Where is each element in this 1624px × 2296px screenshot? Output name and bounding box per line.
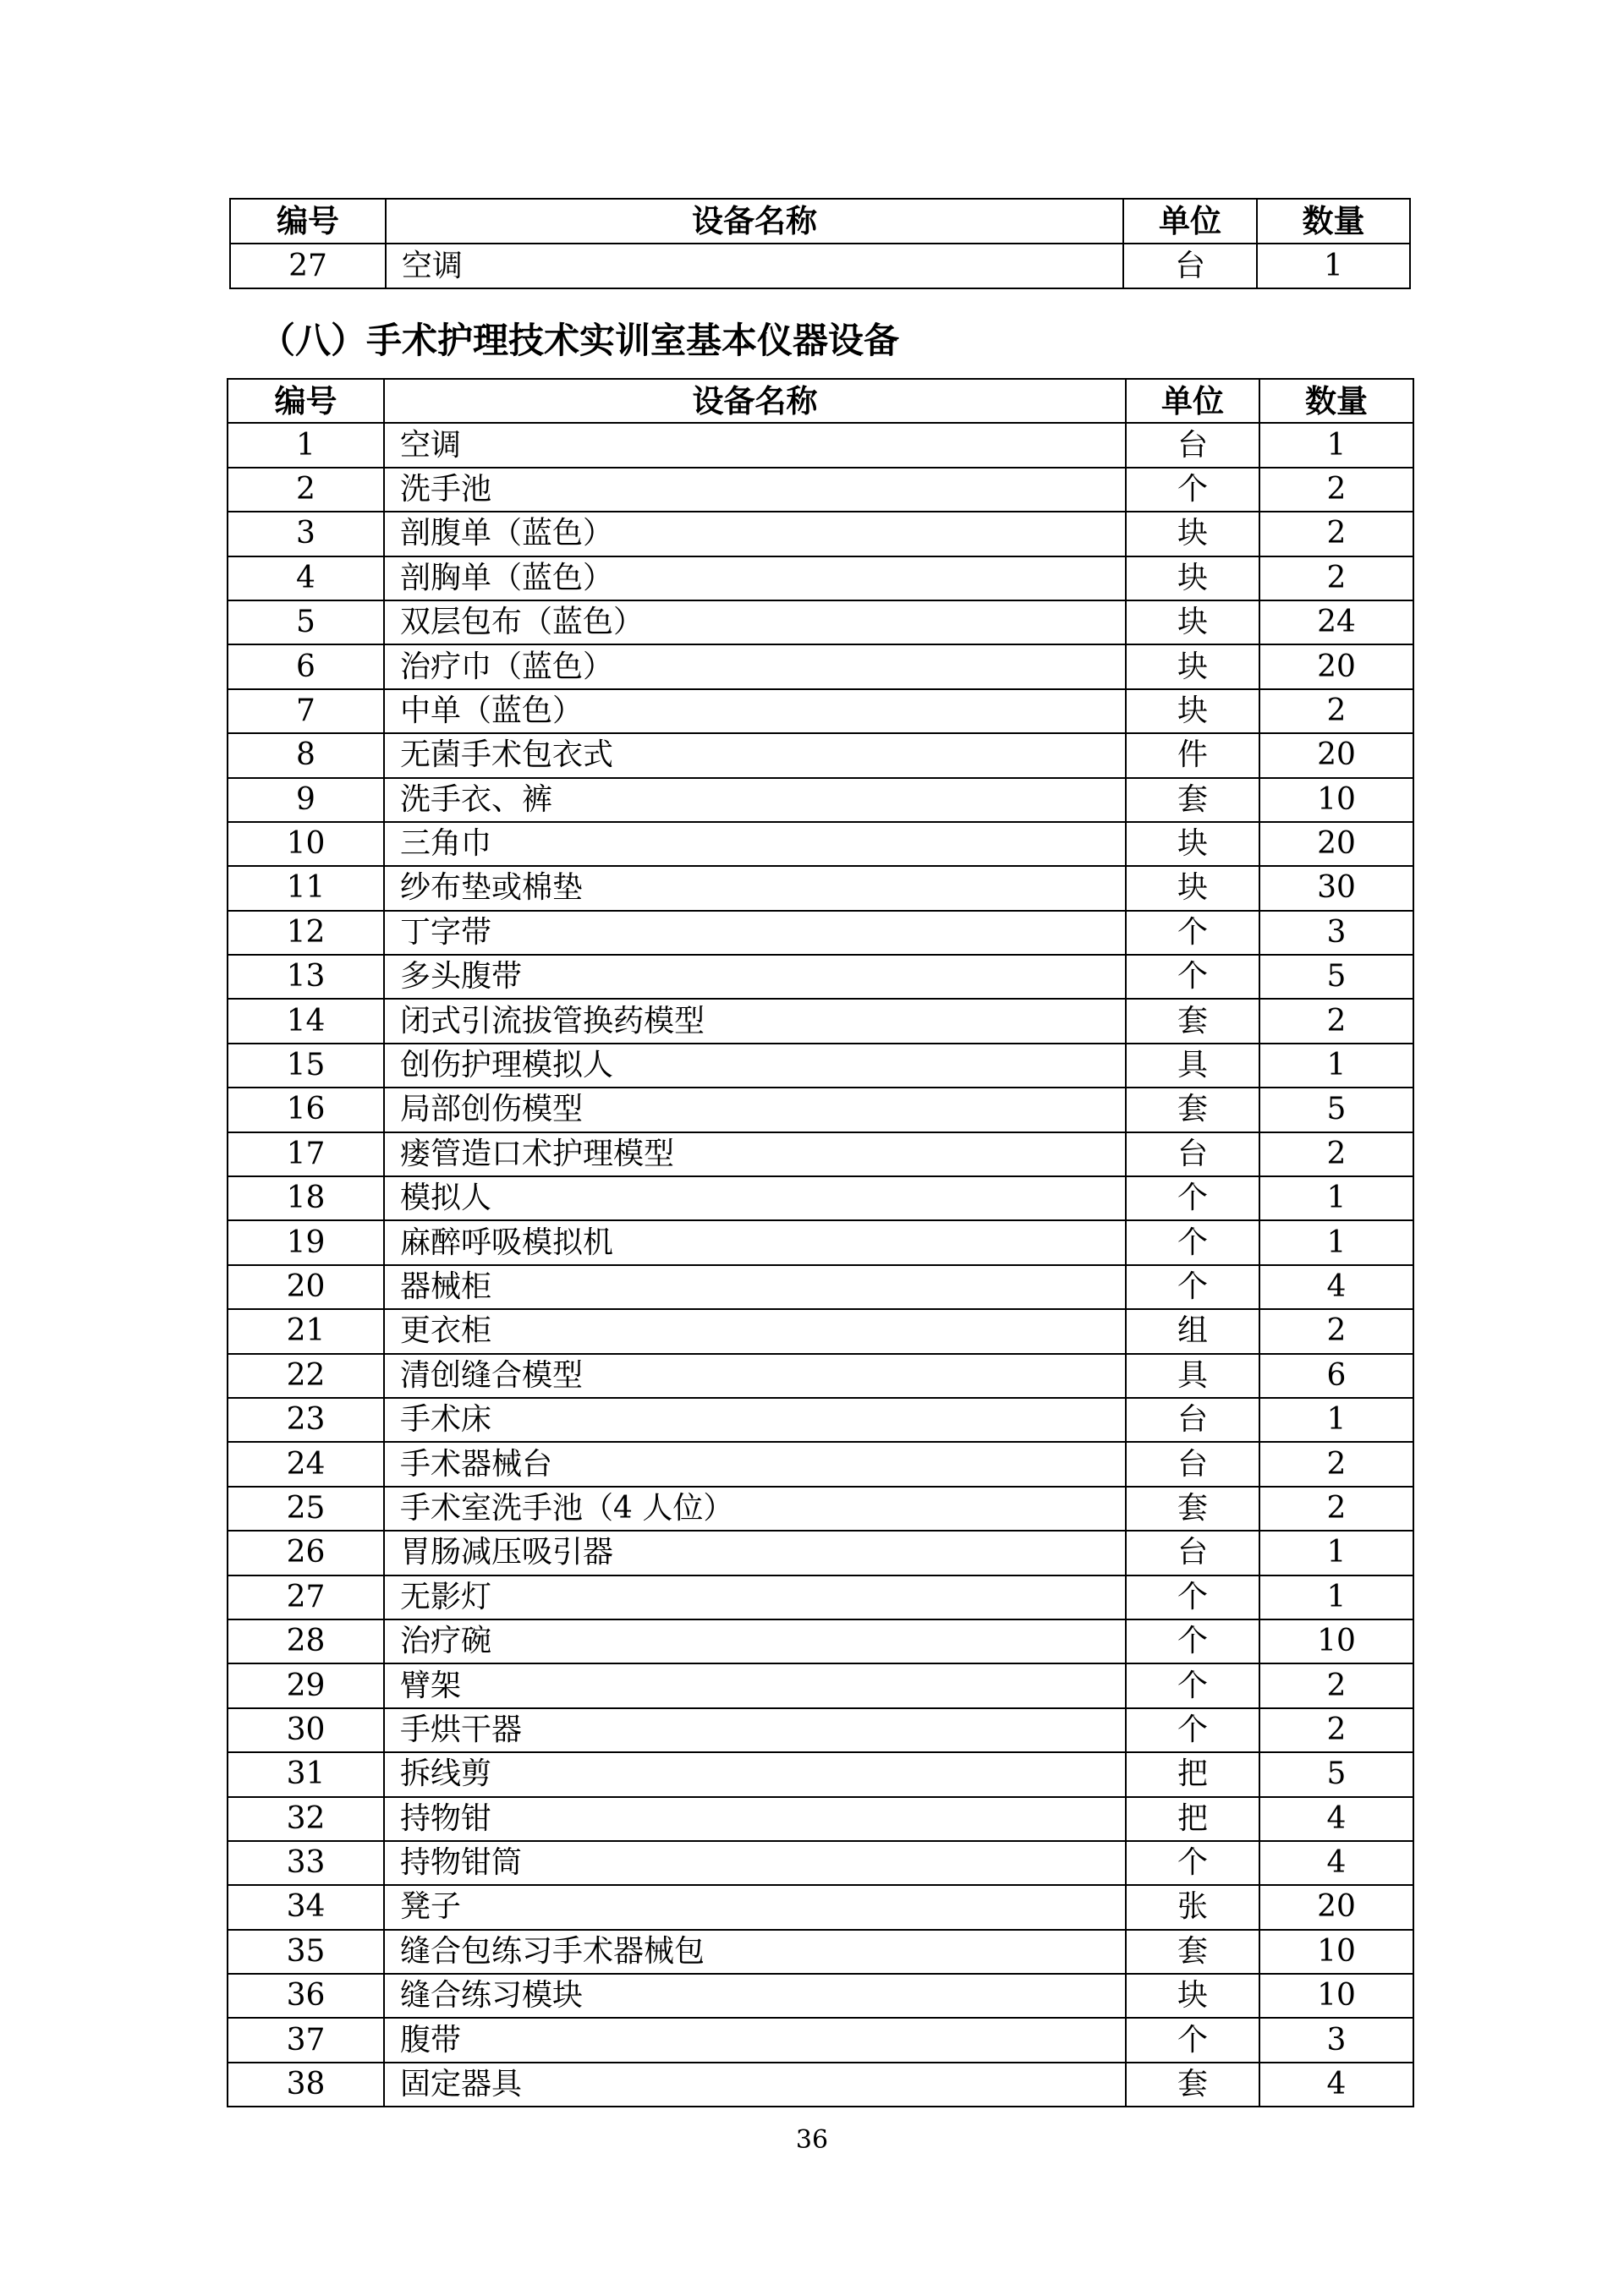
cell-no: 16 bbox=[228, 1088, 384, 1132]
cell-no: 13 bbox=[228, 955, 384, 999]
table-row bbox=[230, 244, 1410, 288]
page-number: 36 bbox=[795, 2125, 829, 2155]
table-row bbox=[228, 1930, 1413, 1974]
cell-no: 7 bbox=[228, 689, 384, 733]
header-no: 编号 bbox=[228, 379, 384, 423]
cell-name: 治疗碗 bbox=[384, 1619, 1126, 1663]
cell-name: 模拟人 bbox=[384, 1176, 1126, 1220]
cell-qty: 2 bbox=[1259, 1487, 1413, 1531]
table-row bbox=[228, 999, 1413, 1043]
table-row bbox=[228, 1797, 1413, 1841]
cell-name: 臂架 bbox=[384, 1663, 1126, 1707]
cell-qty: 24 bbox=[1259, 600, 1413, 644]
cell-unit: 个 bbox=[1126, 1220, 1259, 1264]
cell-no: 37 bbox=[228, 2018, 384, 2062]
cell-no: 29 bbox=[228, 1663, 384, 1707]
cell-qty: 2 bbox=[1259, 1663, 1413, 1707]
cell-unit: 个 bbox=[1126, 955, 1259, 999]
cell-unit: 个 bbox=[1126, 1176, 1259, 1220]
cell-no: 4 bbox=[228, 556, 384, 600]
cell-name: 器械柜 bbox=[384, 1265, 1126, 1309]
cell-no: 14 bbox=[228, 999, 384, 1043]
cell-no: 22 bbox=[228, 1354, 384, 1398]
cell-no: 5 bbox=[228, 600, 384, 644]
header-name: 设备名称 bbox=[384, 379, 1126, 423]
table-row bbox=[228, 512, 1413, 556]
cell-name: 局部创伤模型 bbox=[384, 1088, 1126, 1132]
table-row bbox=[228, 1132, 1413, 1176]
cell-qty: 20 bbox=[1259, 822, 1413, 866]
cell-name: 持物钳 bbox=[384, 1797, 1126, 1841]
table-row bbox=[228, 644, 1413, 688]
cell-name: 创伤护理模拟人 bbox=[384, 1044, 1126, 1088]
cell-unit: 台 bbox=[1126, 423, 1259, 467]
cell-no: 10 bbox=[228, 822, 384, 866]
cell-name: 手术器械台 bbox=[384, 1442, 1126, 1486]
cell-qty: 5 bbox=[1259, 1752, 1413, 1796]
cell-name: 空调 bbox=[384, 423, 1126, 467]
cell-unit: 个 bbox=[1126, 911, 1259, 955]
table-row bbox=[228, 1088, 1413, 1132]
table-row bbox=[228, 1354, 1413, 1398]
table-header-row bbox=[228, 379, 1413, 423]
cell-unit: 套 bbox=[1126, 1487, 1259, 1531]
cell-unit: 个 bbox=[1126, 1265, 1259, 1309]
table-row bbox=[228, 866, 1413, 910]
table-row bbox=[228, 689, 1413, 733]
cell-name: 双层包布（蓝色） bbox=[384, 600, 1126, 644]
cell-unit: 套 bbox=[1126, 1088, 1259, 1132]
cell-no: 24 bbox=[228, 1442, 384, 1486]
table-row bbox=[228, 1487, 1413, 1531]
table-row bbox=[228, 1176, 1413, 1220]
cell-qty: 10 bbox=[1259, 1619, 1413, 1663]
cell-name: 凳子 bbox=[384, 1885, 1126, 1929]
cell-qty: 3 bbox=[1259, 2018, 1413, 2062]
cell-qty: 6 bbox=[1259, 1354, 1413, 1398]
cell-name: 胃肠减压吸引器 bbox=[384, 1531, 1126, 1575]
table-row bbox=[228, 468, 1413, 512]
cell-unit: 组 bbox=[1126, 1309, 1259, 1353]
cell-qty: 2 bbox=[1259, 999, 1413, 1043]
cell-unit: 把 bbox=[1126, 1752, 1259, 1796]
cell-unit: 台 bbox=[1126, 1442, 1259, 1486]
cell-qty: 5 bbox=[1259, 955, 1413, 999]
cell-no: 1 bbox=[228, 423, 384, 467]
table-row bbox=[228, 1708, 1413, 1752]
cell-qty: 2 bbox=[1259, 1132, 1413, 1176]
cell-name: 持物钳筒 bbox=[384, 1841, 1126, 1885]
cell-name: 纱布垫或棉垫 bbox=[384, 866, 1126, 910]
cell-name: 无影灯 bbox=[384, 1575, 1126, 1619]
cell-unit: 个 bbox=[1126, 2018, 1259, 2062]
cell-qty: 2 bbox=[1259, 556, 1413, 600]
cell-unit: 块 bbox=[1126, 556, 1259, 600]
cell-qty: 2 bbox=[1259, 468, 1413, 512]
cell-no: 12 bbox=[228, 911, 384, 955]
cell-qty: 1 bbox=[1259, 1398, 1413, 1442]
equipment-table-continued bbox=[229, 198, 1411, 289]
table-row bbox=[228, 423, 1413, 467]
cell-no: 25 bbox=[228, 1487, 384, 1531]
table-row bbox=[228, 911, 1413, 955]
cell-no: 32 bbox=[228, 1797, 384, 1841]
cell-qty: 2 bbox=[1259, 1309, 1413, 1353]
cell-name: 洗手衣、裤 bbox=[384, 778, 1126, 822]
cell-unit: 块 bbox=[1126, 512, 1259, 556]
cell-qty: 2 bbox=[1259, 1442, 1413, 1486]
cell-unit: 块 bbox=[1126, 822, 1259, 866]
cell-name: 更衣柜 bbox=[384, 1309, 1126, 1353]
cell-unit: 台 bbox=[1123, 244, 1257, 288]
cell-no: 35 bbox=[228, 1930, 384, 1974]
cell-no: 11 bbox=[228, 866, 384, 910]
table-row bbox=[228, 1265, 1413, 1309]
cell-name: 空调 bbox=[386, 244, 1123, 288]
cell-no: 33 bbox=[228, 1841, 384, 1885]
cell-unit: 把 bbox=[1126, 1797, 1259, 1841]
cell-name: 瘘管造口术护理模型 bbox=[384, 1132, 1126, 1176]
table-row bbox=[228, 1575, 1413, 1619]
table-row bbox=[228, 733, 1413, 777]
cell-qty: 2 bbox=[1259, 512, 1413, 556]
cell-no: 8 bbox=[228, 733, 384, 777]
cell-no: 20 bbox=[228, 1265, 384, 1309]
cell-name: 手术室洗手池（4 人位） bbox=[384, 1487, 1126, 1531]
cell-unit: 个 bbox=[1126, 468, 1259, 512]
cell-no: 38 bbox=[228, 2063, 384, 2107]
table-row bbox=[228, 778, 1413, 822]
cell-name: 手烘干器 bbox=[384, 1708, 1126, 1752]
cell-qty: 10 bbox=[1259, 1974, 1413, 2018]
table-row bbox=[228, 822, 1413, 866]
table-row bbox=[228, 1974, 1413, 2018]
cell-qty: 4 bbox=[1259, 1797, 1413, 1841]
table-row bbox=[228, 1663, 1413, 1707]
cell-qty: 4 bbox=[1259, 1265, 1413, 1309]
cell-name: 洗手池 bbox=[384, 468, 1126, 512]
cell-no: 26 bbox=[228, 1531, 384, 1575]
cell-no: 23 bbox=[228, 1398, 384, 1442]
cell-qty: 2 bbox=[1259, 689, 1413, 733]
cell-qty: 20 bbox=[1259, 644, 1413, 688]
cell-unit: 件 bbox=[1126, 733, 1259, 777]
cell-name: 手术床 bbox=[384, 1398, 1126, 1442]
cell-name: 拆线剪 bbox=[384, 1752, 1126, 1796]
cell-name: 固定器具 bbox=[384, 2063, 1126, 2107]
table-row bbox=[228, 955, 1413, 999]
cell-unit: 套 bbox=[1126, 778, 1259, 822]
cell-qty: 1 bbox=[1259, 423, 1413, 467]
cell-name: 中单（蓝色） bbox=[384, 689, 1126, 733]
cell-name: 丁字带 bbox=[384, 911, 1126, 955]
table-row bbox=[228, 600, 1413, 644]
cell-no: 3 bbox=[228, 512, 384, 556]
cell-qty: 5 bbox=[1259, 1088, 1413, 1132]
cell-no: 31 bbox=[228, 1752, 384, 1796]
table-row bbox=[228, 1220, 1413, 1264]
header-qty: 数量 bbox=[1257, 199, 1410, 244]
table-row bbox=[228, 1752, 1413, 1796]
header-qty: 数量 bbox=[1259, 379, 1413, 423]
equipment-table-surgical-nursing bbox=[227, 378, 1414, 2107]
cell-name: 腹带 bbox=[384, 2018, 1126, 2062]
cell-qty: 10 bbox=[1259, 778, 1413, 822]
cell-name: 清创缝合模型 bbox=[384, 1354, 1126, 1398]
cell-qty: 4 bbox=[1259, 2063, 1413, 2107]
header-no: 编号 bbox=[230, 199, 386, 244]
cell-qty: 1 bbox=[1259, 1220, 1413, 1264]
header-unit: 单位 bbox=[1123, 199, 1257, 244]
cell-unit: 个 bbox=[1126, 1663, 1259, 1707]
table-row bbox=[228, 1442, 1413, 1486]
cell-unit: 块 bbox=[1126, 689, 1259, 733]
cell-no: 34 bbox=[228, 1885, 384, 1929]
cell-qty: 20 bbox=[1259, 1885, 1413, 1929]
table-row bbox=[228, 556, 1413, 600]
cell-name: 三角巾 bbox=[384, 822, 1126, 866]
table-row bbox=[228, 1531, 1413, 1575]
cell-name: 治疗巾（蓝色） bbox=[384, 644, 1126, 688]
cell-unit: 台 bbox=[1126, 1132, 1259, 1176]
cell-unit: 个 bbox=[1126, 1575, 1259, 1619]
cell-unit: 块 bbox=[1126, 1974, 1259, 2018]
table-row bbox=[228, 2063, 1413, 2107]
table-row bbox=[228, 1044, 1413, 1088]
cell-no: 2 bbox=[228, 468, 384, 512]
cell-no: 36 bbox=[228, 1974, 384, 2018]
cell-unit: 个 bbox=[1126, 1841, 1259, 1885]
cell-name: 剖胸单（蓝色） bbox=[384, 556, 1126, 600]
section-heading: （八）手术护理技术实训室基本仪器设备 bbox=[260, 320, 900, 361]
cell-no: 19 bbox=[228, 1220, 384, 1264]
cell-unit: 块 bbox=[1126, 644, 1259, 688]
cell-name: 剖腹单（蓝色） bbox=[384, 512, 1126, 556]
cell-qty: 1 bbox=[1259, 1176, 1413, 1220]
header-unit: 单位 bbox=[1126, 379, 1259, 423]
cell-no: 21 bbox=[228, 1309, 384, 1353]
cell-no: 17 bbox=[228, 1132, 384, 1176]
cell-unit: 块 bbox=[1126, 600, 1259, 644]
cell-name: 麻醉呼吸模拟机 bbox=[384, 1220, 1126, 1264]
cell-no: 27 bbox=[228, 1575, 384, 1619]
cell-unit: 套 bbox=[1126, 999, 1259, 1043]
cell-qty: 4 bbox=[1259, 1841, 1413, 1885]
cell-unit: 个 bbox=[1126, 1619, 1259, 1663]
cell-qty: 1 bbox=[1259, 1575, 1413, 1619]
table-row bbox=[228, 1309, 1413, 1353]
table-header-row bbox=[230, 199, 1410, 244]
cell-unit: 具 bbox=[1126, 1354, 1259, 1398]
cell-name: 缝合练习模块 bbox=[384, 1974, 1126, 2018]
cell-qty: 2 bbox=[1259, 1708, 1413, 1752]
cell-name: 无菌手术包衣式 bbox=[384, 733, 1126, 777]
cell-unit: 台 bbox=[1126, 1531, 1259, 1575]
cell-qty: 1 bbox=[1259, 1531, 1413, 1575]
cell-qty: 30 bbox=[1259, 866, 1413, 910]
table-row bbox=[228, 1398, 1413, 1442]
table-row bbox=[228, 1885, 1413, 1929]
cell-unit: 张 bbox=[1126, 1885, 1259, 1929]
cell-qty: 1 bbox=[1257, 244, 1410, 288]
cell-qty: 10 bbox=[1259, 1930, 1413, 1974]
cell-name: 多头腹带 bbox=[384, 955, 1126, 999]
cell-name: 缝合包练习手术器械包 bbox=[384, 1930, 1126, 1974]
cell-no: 27 bbox=[230, 244, 386, 288]
cell-unit: 台 bbox=[1126, 1398, 1259, 1442]
cell-no: 30 bbox=[228, 1708, 384, 1752]
cell-no: 6 bbox=[228, 644, 384, 688]
cell-no: 18 bbox=[228, 1176, 384, 1220]
cell-unit: 套 bbox=[1126, 1930, 1259, 1974]
header-name: 设备名称 bbox=[386, 199, 1123, 244]
cell-unit: 个 bbox=[1126, 1708, 1259, 1752]
cell-unit: 套 bbox=[1126, 2063, 1259, 2107]
cell-no: 28 bbox=[228, 1619, 384, 1663]
cell-unit: 具 bbox=[1126, 1044, 1259, 1088]
table-row bbox=[228, 1619, 1413, 1663]
table-row bbox=[228, 1841, 1413, 1885]
cell-no: 9 bbox=[228, 778, 384, 822]
cell-qty: 20 bbox=[1259, 733, 1413, 777]
cell-no: 15 bbox=[228, 1044, 384, 1088]
table-row bbox=[228, 2018, 1413, 2062]
cell-qty: 3 bbox=[1259, 911, 1413, 955]
cell-qty: 1 bbox=[1259, 1044, 1413, 1088]
cell-unit: 块 bbox=[1126, 866, 1259, 910]
cell-name: 闭式引流拔管换药模型 bbox=[384, 999, 1126, 1043]
